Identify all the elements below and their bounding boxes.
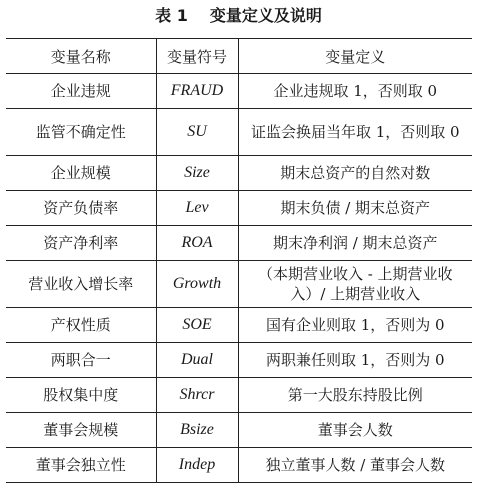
variable-name: 监管不确定性 [6,109,156,156]
header-variable-symbol: 变量符号 [156,39,238,74]
variable-symbol: Bsize [156,413,238,448]
table-caption [0,6,477,26]
variable-definition: 董事会人数 [238,413,472,448]
variable-definition: 期末负债 / 期末总资产 [238,191,472,226]
table-row [6,308,472,343]
variable-symbol: ROA [156,226,238,261]
variable-symbol: Indep [156,448,238,483]
variable-symbol: FRAUD [156,74,238,109]
variable-symbol: SU [156,109,238,156]
variable-definition-table [6,38,472,483]
variable-symbol: Dual [156,343,238,378]
variable-symbol: Lev [156,191,238,226]
variable-name: 营业收入增长率 [6,261,156,308]
variable-definition: 两职兼任则取 1，否则为 0 [238,343,472,378]
variable-definition: 第一大股东持股比例 [238,378,472,413]
table-row [6,109,472,156]
variable-name: 产权性质 [6,308,156,343]
variable-name: 企业违规 [6,74,156,109]
table-row [6,191,472,226]
table-row [6,413,472,448]
variable-name: 两职合一 [6,343,156,378]
variable-definition: 企业违规取 1，否则取 0 [238,74,472,109]
table-row [6,261,472,308]
table-row [6,378,472,413]
table-row [6,343,472,378]
variable-definition: 期末净利润 / 期末总资产 [238,226,472,261]
variable-definition: 证监会换届当年取 1，否则取 0 [238,109,472,156]
variable-definition: 期末总资产的自然对数 [238,156,472,191]
header-variable-name: 变量名称 [6,39,156,74]
variable-symbol: Size [156,156,238,191]
variable-name: 企业规模 [6,156,156,191]
table-row [6,156,472,191]
table-row [6,226,472,261]
table-header-row [6,39,472,74]
variable-symbol: Shrcr [156,378,238,413]
table-row [6,74,472,109]
variable-definition: 独立董事人数 / 董事会人数 [238,448,472,483]
variable-definition: 国有企业则取 1，否则为 0 [238,308,472,343]
table-title: 变量定义及说明 [209,6,322,25]
variable-definition: （本期营业收入 - 上期营业收入）/ 上期营业收入 [238,261,472,308]
header-variable-definition: 变量定义 [238,39,472,74]
variable-name: 董事会独立性 [6,448,156,483]
variable-symbol: Growth [156,261,238,308]
variable-symbol: SOE [156,308,238,343]
table-number: 表 1 [155,6,188,25]
variable-name: 董事会规模 [6,413,156,448]
variable-name: 股权集中度 [6,378,156,413]
table-row [6,448,472,483]
variable-name: 资产净利率 [6,226,156,261]
variable-name: 资产负债率 [6,191,156,226]
